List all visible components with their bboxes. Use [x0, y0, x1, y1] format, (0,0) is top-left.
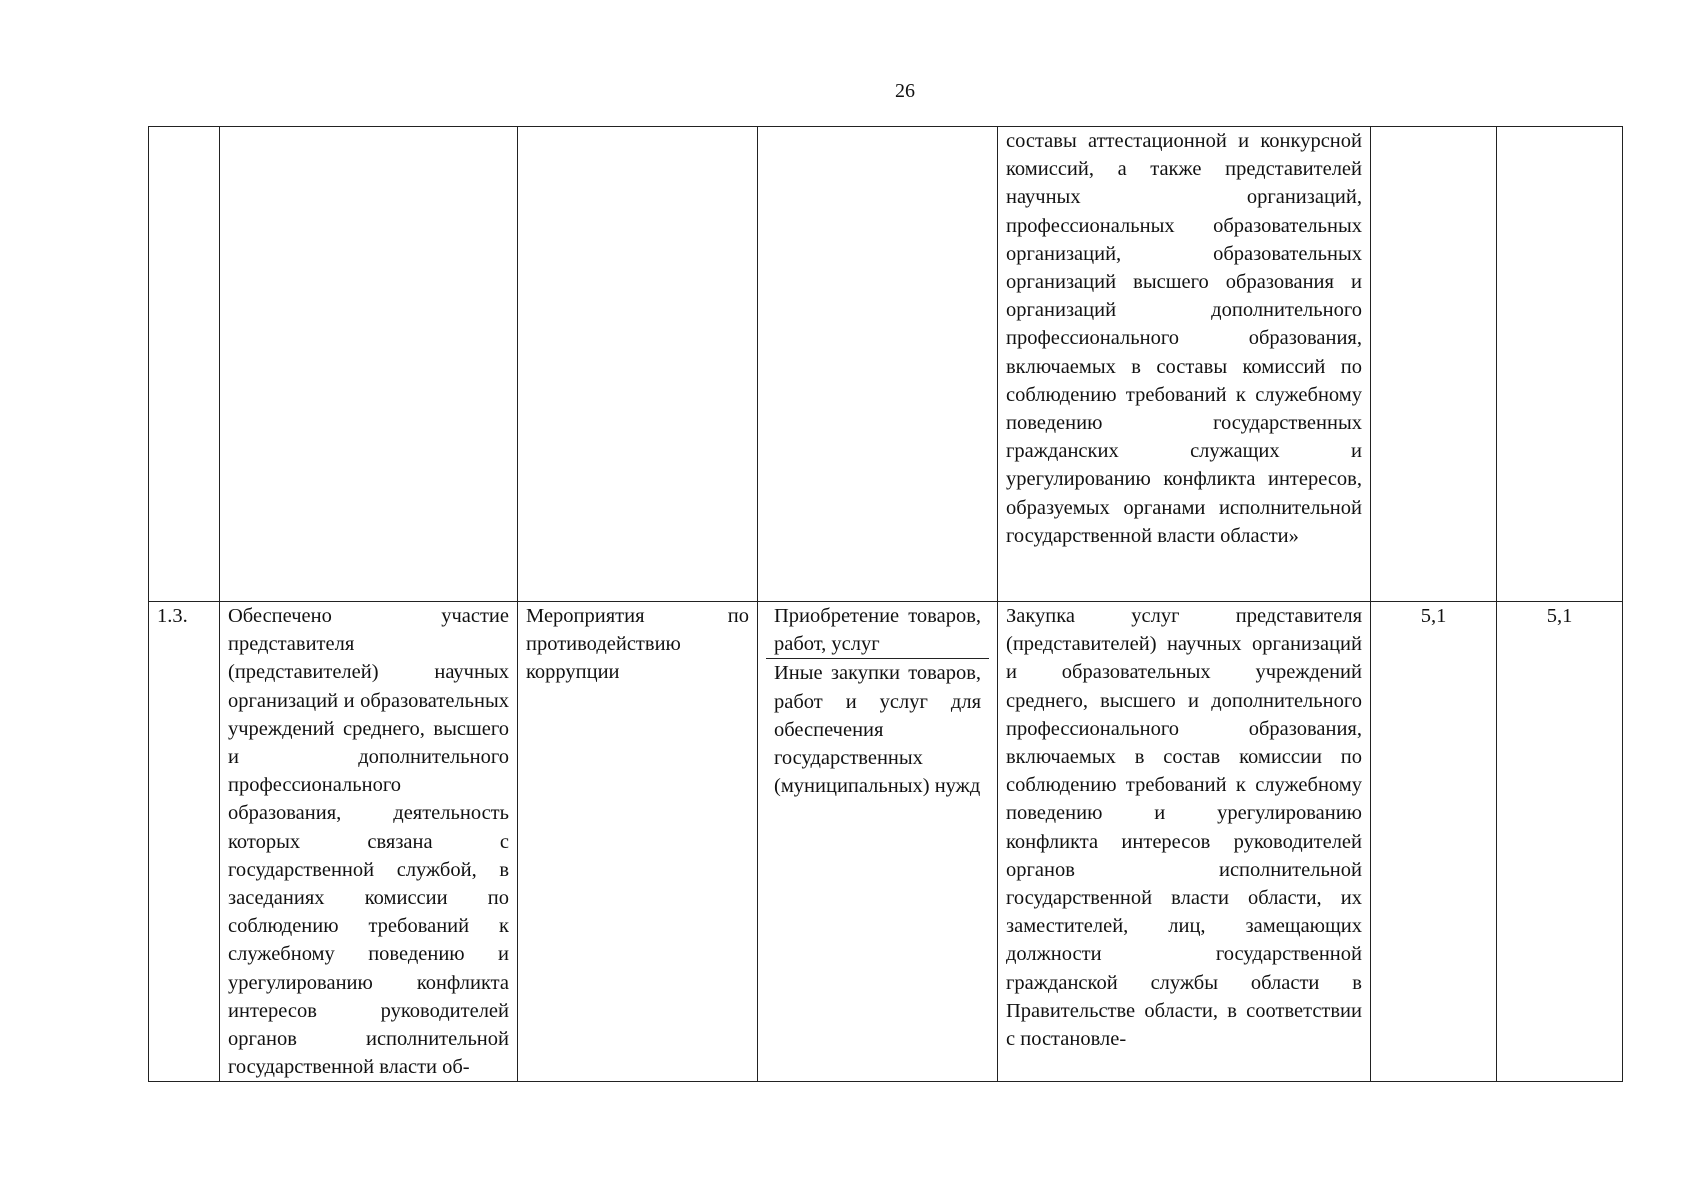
cell-value-1-empty	[1371, 127, 1497, 602]
cell-result-empty	[220, 127, 518, 602]
cell-expense	[758, 602, 998, 1082]
expense-subtype: Иные закупки товаров, работ и услуг для обеспечения государственных (муниципальных) нужд	[774, 662, 981, 798]
cell-row-number: 1.3.	[149, 602, 220, 1082]
cell-value-2: 5,1	[1497, 602, 1623, 1082]
budget-table	[148, 126, 1623, 1082]
page-number: 26	[895, 80, 915, 102]
table-row-continuation	[149, 127, 1623, 602]
cell-value-2-empty	[1497, 127, 1623, 602]
expense-type: Приобретение товаров, работ, услуг	[766, 602, 989, 659]
cell-expense-empty	[758, 127, 998, 602]
cell-event-empty	[518, 127, 758, 602]
table-row-1-3	[149, 602, 1623, 1082]
cell-value-1: 5,1	[1371, 602, 1497, 1082]
cell-event: Мероприятия по противодействию коррупции	[518, 602, 758, 1082]
cell-result: Обеспечено участие представителя (представителей) научных организаций и образовательных учреждений среднего, высшего и дополнительного профессионального образования, деятельность которых связана с государственной службой, в заседаниях комиссии по соблюдению требований к служебному поведению и урегулированию конфликта интересов руководителей органов исполнительной государственной власти об-	[220, 602, 518, 1082]
cell-description: Закупка услуг представителя (представителей) научных организаций и образовательных учреждений среднего, высшего и дополнительного профессионального образования, включаемых в состав комиссии по соблюдению требований к служебному поведению и урегулированию конфликта интересов руководителей органов исполнительной государственной власти области, их заместителей, лиц, замещающих должности государственной гражданской службы области в Правительстве области, в соответствии с постановле-	[998, 602, 1371, 1082]
cell-description-continuation: составы аттестационной и конкурсной комиссий, а также представителей научных организаций, профессиональных образовательных организаций, образовательных организаций высшего образования и организаций дополнительного профессионального образования, включаемых в составы комиссий по соблюдению требований к служебному поведению государственных гражданских служащих и урегулированию конфликта интересов, образуемых органами исполнительной государственной власти области»	[998, 127, 1371, 602]
cell-number-empty	[149, 127, 220, 602]
